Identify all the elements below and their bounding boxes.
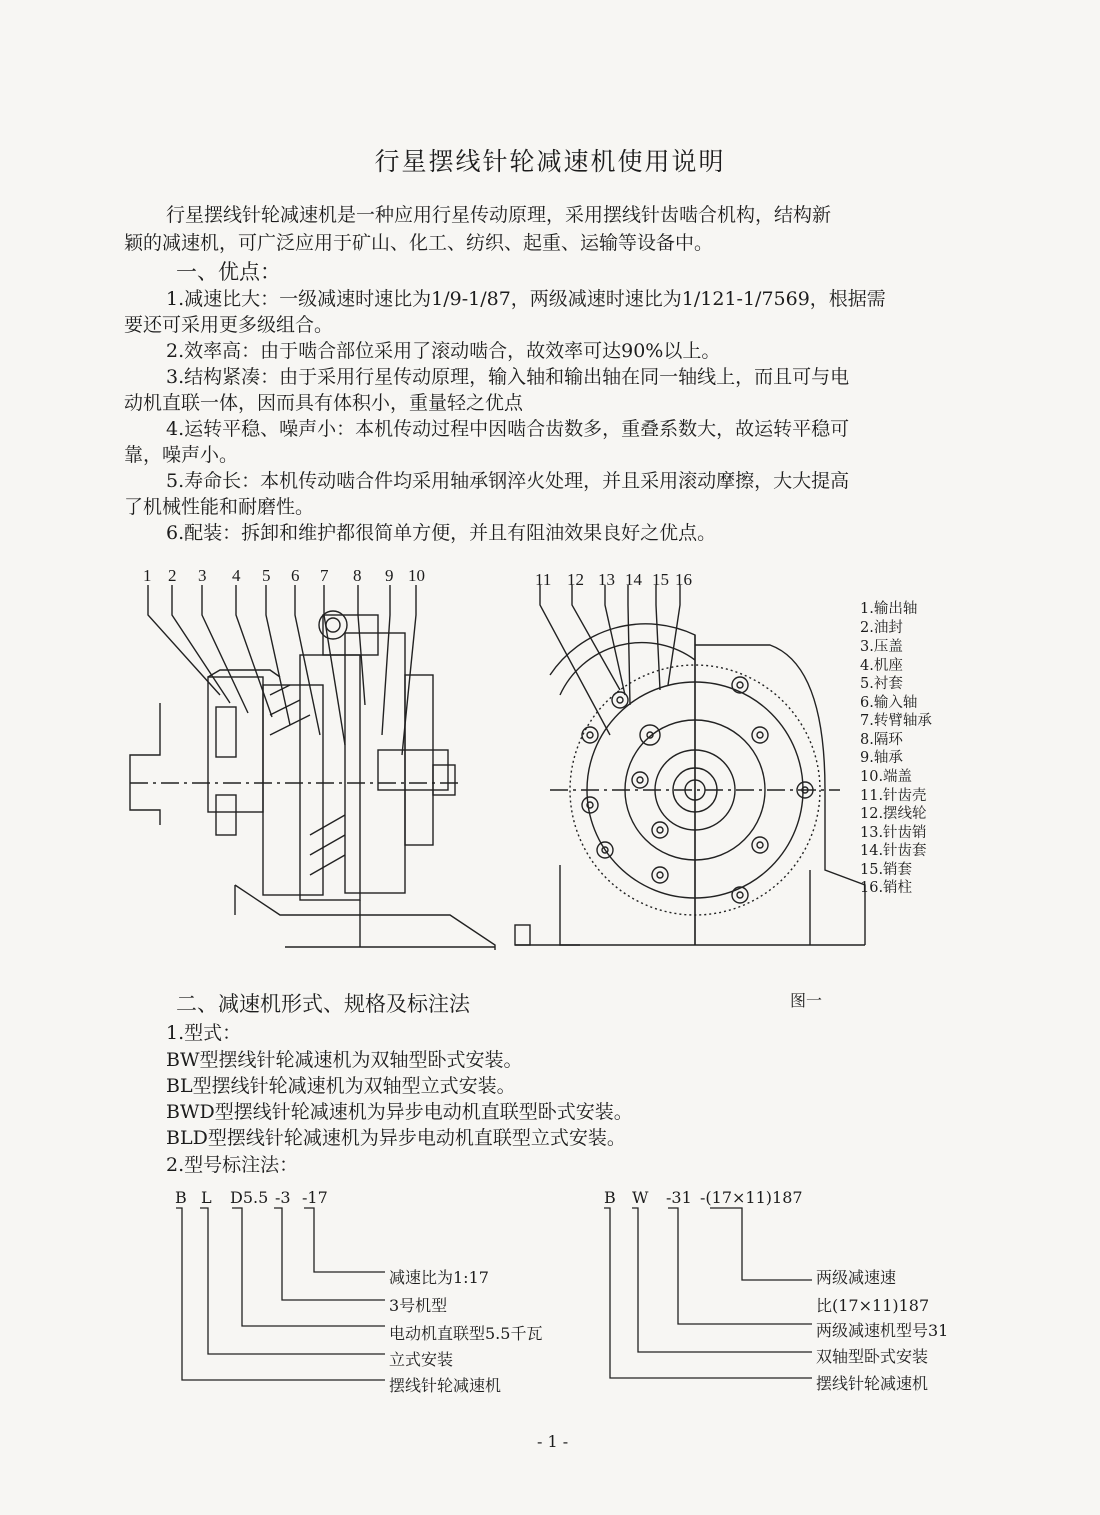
legend-item: 5.衬套 <box>860 676 903 692</box>
type-line: BWD型摆线针轮减速机为异步电动机直联型卧式安装。 <box>166 1101 633 1123</box>
section2-sub1: 1.型式： <box>166 1022 242 1044</box>
type-line: BW型摆线针轮减速机为双轴型卧式安装。 <box>166 1049 523 1071</box>
notation-code: W <box>632 1188 649 1207</box>
notation-code: D5.5 <box>230 1188 269 1207</box>
section1-line: 靠，噪声小。 <box>124 444 239 466</box>
part-number: 14 <box>625 570 642 589</box>
section1-line: 5.寿命长：本机传动啮合件均采用轴承钢淬火处理，并且采用滚动摩擦，大大提高 <box>166 470 850 492</box>
legend-item: 8.隔环 <box>860 732 903 748</box>
section2-sub2: 2.型号标注法： <box>166 1154 299 1176</box>
legend-item: 6.输入轴 <box>860 695 918 711</box>
section2-heading: 二、减速机形式、规格及标注法 <box>176 992 470 1016</box>
part-number: 7 <box>320 566 329 585</box>
notation-label: 两级减速速 <box>816 1268 897 1287</box>
notation-left-leaders <box>170 1206 400 1386</box>
legend-item: 3.压盖 <box>860 639 903 655</box>
section1-line: 4.运转平稳、噪声小：本机传动过程中因啮合齿数多，重叠系数大，故运转平稳可 <box>166 418 850 440</box>
section1-line: 要还可采用更多级组合。 <box>124 314 334 336</box>
section1-heading: 一、优点： <box>176 260 281 284</box>
legend-item: 2.油封 <box>860 620 903 636</box>
section1-line: 了机械性能和耐磨性。 <box>124 496 315 518</box>
section1-line: 1.减速比大：一级减速时速比为1/9-1/87，两级减速时速比为1/121-1/7569，根据需 <box>166 288 886 310</box>
notation-label: 两级减速机型号31 <box>816 1321 949 1340</box>
part-number: 16 <box>675 570 692 589</box>
part-number: 6 <box>291 566 300 585</box>
part-number: 11 <box>535 570 552 589</box>
notation-label: 摆线针轮减速机 <box>816 1374 929 1393</box>
notation-label: 立式安装 <box>389 1350 454 1369</box>
notation-right-leaders <box>600 1206 820 1386</box>
legend-item: 11.针齿壳 <box>860 788 927 804</box>
type-line: BL型摆线针轮减速机为双轴型立式安装。 <box>166 1075 516 1097</box>
legend-item: 16.销柱 <box>860 880 913 896</box>
intro-line-2: 颖的减速机，可广泛应用于矿山、化工、纺织、起重、运输等设备中。 <box>124 232 714 254</box>
part-number: 5 <box>262 566 271 585</box>
notation-code: B <box>604 1188 616 1207</box>
type-line: BLD型摆线针轮减速机为异步电动机直联型立式安装。 <box>166 1127 626 1149</box>
section1-line: 动机直联一体，因而具有体积小，重量轻之优点 <box>124 392 524 414</box>
legend-item: 13.针齿销 <box>860 825 927 841</box>
notation-label: 减速比为1:17 <box>389 1268 489 1287</box>
part-number: 8 <box>353 566 362 585</box>
part-number: 3 <box>198 566 207 585</box>
notation-label: 摆线针轮减速机 <box>389 1376 502 1395</box>
legend-item: 12.摆线轮 <box>860 806 927 822</box>
section1-line: 3.结构紧凑：由于采用行星传动原理，输入轴和输出轴在同一轴线上，而且可与电 <box>166 366 850 388</box>
part-number: 9 <box>385 566 394 585</box>
reducer-cross-section-drawing <box>120 585 880 960</box>
notation-code: -3 <box>275 1188 291 1207</box>
section1-line: 6.配装：拆卸和维护都很简单方便，并且有阻油效果良好之优点。 <box>166 522 717 544</box>
notation-label: 3号机型 <box>389 1296 448 1315</box>
part-number: 10 <box>408 566 425 585</box>
notation-label: 比(17×11)187 <box>816 1296 930 1315</box>
notation-code: L <box>201 1188 212 1207</box>
section1-line: 2.效率高：由于啮合部位采用了滚动啮合，故效率可达90%以上。 <box>166 340 721 362</box>
part-number: 4 <box>232 566 241 585</box>
legend-item: 14.针齿套 <box>860 843 927 859</box>
notation-label: 双轴型卧式安装 <box>816 1347 929 1366</box>
legend-item: 9.轴承 <box>860 750 903 766</box>
page-number: - 1 - <box>537 1432 569 1451</box>
notation-code: -31 <box>666 1188 692 1207</box>
notation-code: B <box>175 1188 187 1207</box>
notation-code: -(17×11)187 <box>700 1188 803 1207</box>
notation-code: -17 <box>302 1188 328 1207</box>
intro-line-1: 行星摆线针轮减速机是一种应用行星传动原理，采用摆线针齿啮合机构，结构新 <box>166 204 832 226</box>
part-number: 2 <box>168 566 177 585</box>
page-title: 行星摆线针轮减速机使用说明 <box>374 147 726 176</box>
legend-item: 15.销套 <box>860 862 913 878</box>
part-number: 15 <box>652 570 669 589</box>
notation-label: 电动机直联型5.5千瓦 <box>389 1324 543 1343</box>
legend-item: 1.输出轴 <box>860 601 918 617</box>
legend-item: 7.转臂轴承 <box>860 713 932 729</box>
legend-item: 10.端盖 <box>860 769 913 785</box>
part-number: 13 <box>598 570 615 589</box>
legend-item: 4.机座 <box>860 658 903 674</box>
figure-caption: 图一 <box>790 991 823 1010</box>
part-number: 12 <box>567 570 584 589</box>
part-number: 1 <box>143 566 152 585</box>
